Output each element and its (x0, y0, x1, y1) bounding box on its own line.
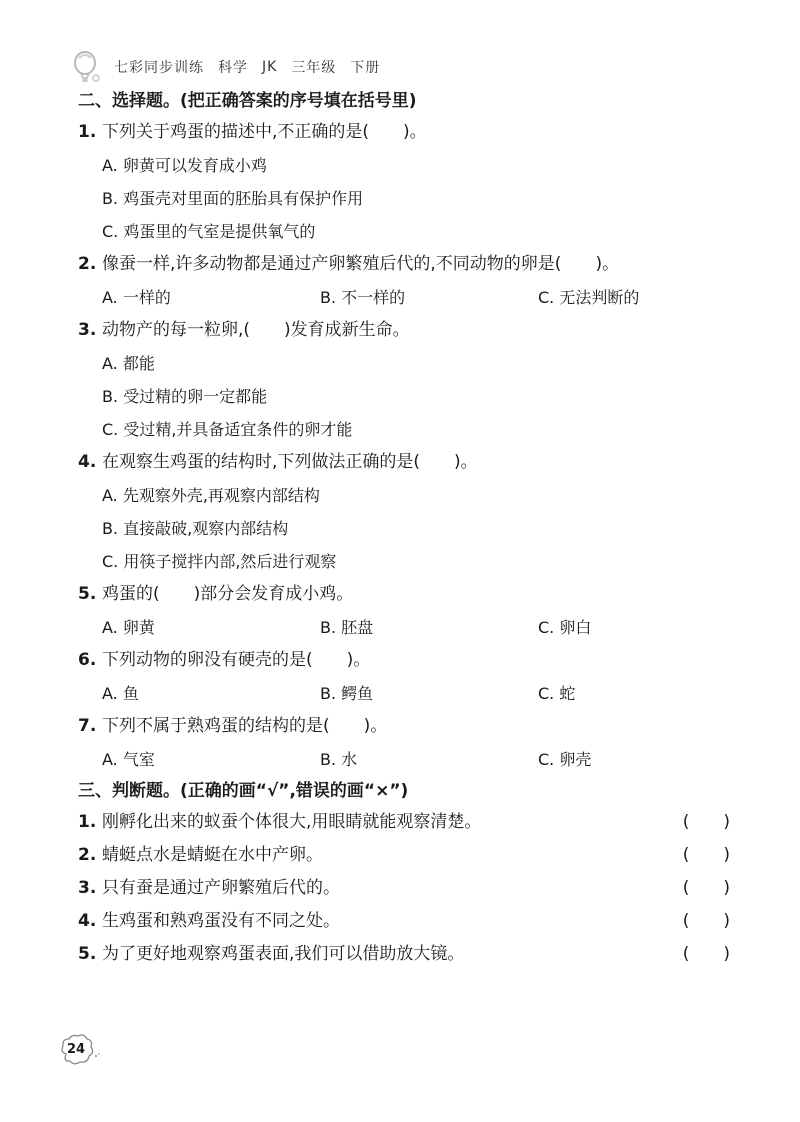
judge-number: 2. (78, 845, 97, 865)
judge-text: 刚孵化出来的蚁蚕个体很大,用眼睛就能观察清楚。 (102, 812, 482, 832)
answer-paren[interactable]: ( ) (682, 845, 730, 865)
question-number: 4. (78, 452, 97, 472)
option-a: A. 一样的 (102, 288, 171, 307)
option-b: B. 胚盘 (320, 618, 374, 637)
question-3 (78, 314, 738, 347)
options-row (78, 677, 738, 710)
subject-name: 科学 (218, 60, 248, 76)
judge-number: 3. (78, 878, 97, 898)
options-row (78, 611, 738, 644)
option-c: C. 蛇 (538, 684, 576, 703)
judge-item-3 (78, 872, 738, 905)
option-b: B. 水 (320, 750, 358, 769)
question-text: 鸡蛋的( )部分会发育成小鸡。 (102, 584, 354, 604)
option-a: A. 先观察外壳,再观察内部结构 (102, 486, 320, 505)
option-b: B. 鳄鱼 (320, 684, 374, 703)
question-text: 动物产的每一粒卵,( )发育成新生命。 (102, 320, 410, 340)
option-c: C. 用筷子搅拌内部,然后进行观察 (102, 552, 337, 571)
option-b: B. 不一样的 (320, 288, 406, 307)
page-header (70, 50, 394, 84)
question-7 (78, 710, 738, 743)
question-text: 像蚕一样,许多动物都是通过产卵繁殖后代的,不同动物的卵是( )。 (102, 254, 620, 274)
question-text: 下列不属于熟鸡蛋的结构的是( )。 (102, 716, 388, 736)
judge-text: 蜻蜓点水是蜻蜓在水中产卵。 (102, 845, 323, 865)
worksheet-content (78, 86, 738, 971)
judge-item-2 (78, 839, 738, 872)
question-number: 5. (78, 584, 97, 604)
judge-text: 为了更好地观察鸡蛋表面,我们可以借助放大镜。 (102, 944, 465, 964)
judge-number: 4. (78, 911, 97, 931)
question-1 (78, 116, 738, 149)
page-number-badge (58, 1032, 98, 1068)
option-c: C. 受过精,并具备适宜条件的卵才能 (102, 420, 353, 439)
option-c: C. 卵白 (538, 618, 592, 637)
answer-paren[interactable]: ( ) (682, 911, 730, 931)
judge-item-4 (78, 905, 738, 938)
question-2 (78, 248, 738, 281)
judge-item-5 (78, 938, 738, 971)
option-a: A. 气室 (102, 750, 155, 769)
grade-name: 三年级 (291, 60, 337, 76)
question-number: 2. (78, 254, 97, 274)
option-a: A. 鱼 (102, 684, 139, 703)
answer-paren[interactable]: ( ) (682, 878, 730, 898)
question-text: 在观察生鸡蛋的结构时,下列做法正确的是( )。 (102, 452, 478, 472)
judge-text: 生鸡蛋和熟鸡蛋没有不同之处。 (102, 911, 340, 931)
answer-paren[interactable]: ( ) (682, 944, 730, 964)
question-5 (78, 578, 738, 611)
judge-text: 只有蚕是通过产卵繁殖后代的。 (102, 878, 340, 898)
question-number: 6. (78, 650, 97, 670)
option-c: C. 鸡蛋里的气室是提供氧气的 (102, 222, 316, 241)
option-a: A. 卵黄可以发育成小鸡 (102, 156, 267, 175)
judge-number: 1. (78, 812, 97, 832)
volume-name: 下册 (350, 60, 381, 76)
judge-number: 5. (78, 944, 97, 964)
answer-paren[interactable]: ( ) (682, 812, 730, 832)
option-a: A. 都能 (102, 354, 155, 373)
option-b: B. 鸡蛋壳对里面的胚胎具有保护作用 (102, 189, 364, 208)
page-number: 24 (66, 1042, 86, 1057)
question-number: 3. (78, 320, 97, 340)
section-2-title: 二、选择题。(把正确答案的序号填在括号里) (78, 91, 417, 111)
question-text: 下列动物的卵没有硬壳的是( )。 (102, 650, 371, 670)
question-number: 7. (78, 716, 97, 736)
question-text: 下列关于鸡蛋的描述中,不正确的是( )。 (102, 122, 427, 142)
balloon-logo-icon (70, 50, 104, 84)
option-b: B. 直接敲破,观察内部结构 (102, 519, 289, 538)
option-c: C. 无法判断的 (538, 288, 640, 307)
options-row (78, 743, 738, 776)
series-name: 七彩同步训练 (114, 60, 204, 76)
section-3-title: 三、判断题。(正确的画“√”,错误的画“×”) (78, 781, 409, 801)
option-c: C. 卵壳 (538, 750, 592, 769)
options-row (78, 281, 738, 314)
option-b: B. 受过精的卵一定都能 (102, 387, 268, 406)
question-6 (78, 644, 738, 677)
question-4 (78, 446, 738, 479)
question-number: 1. (78, 122, 97, 142)
option-a: A. 卵黄 (102, 618, 155, 637)
edition-name: JK (262, 59, 278, 75)
judge-item-1 (78, 806, 738, 839)
